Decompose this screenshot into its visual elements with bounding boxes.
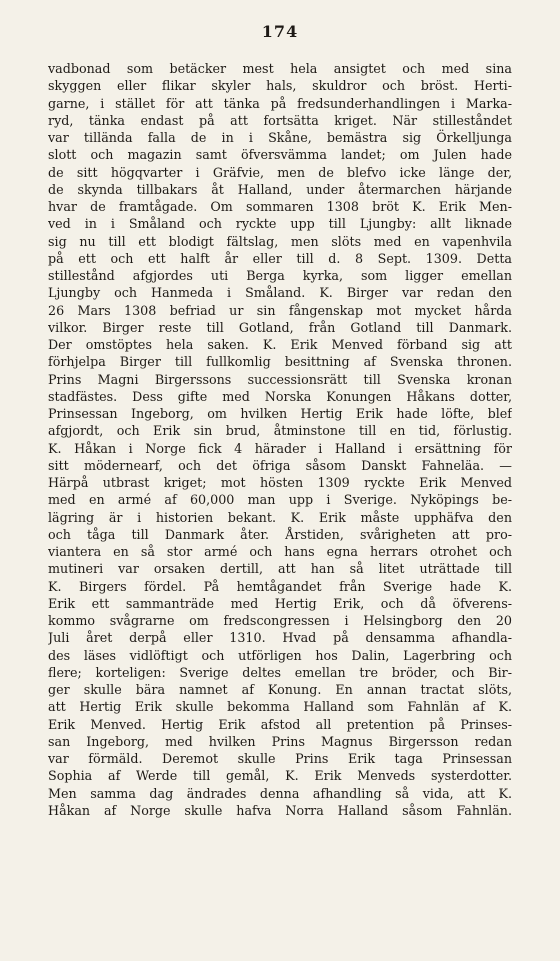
text-line: mutineri var orsaken dertill, att han så litet uträttade till xyxy=(48,561,512,577)
text-line: vadbonad som betäcker mest hela ansigtet och med sina xyxy=(48,61,512,76)
text-line: Prins Magni Birgerssons successionsrätt till Svenska kronan xyxy=(48,371,512,387)
text-line: och tåga till Danmark åter. Årstiden, svårigheten att pro- xyxy=(48,526,512,542)
text-line: Härpå utbrast kriget; mot hösten 1309 ryckte Erik Menved xyxy=(48,475,512,490)
text-line: K. Birgers fördel. På hemtågandet från Sverige hade K. xyxy=(48,578,512,594)
text-line: med en armé af 60,000 man upp i Sverige. Nyköpings be- xyxy=(48,492,512,508)
text-line: var tillända falla de in i Skåne, bemästra sig Örkelljunga xyxy=(48,130,512,145)
text-line: san Ingeborg, med hvilken Prins Magnus Birgersson redan xyxy=(48,733,512,749)
text-line: Der omstöptes hela saken. K. Erik Menved förband sig att xyxy=(48,337,512,352)
text-line: de skynda tillbakars åt Halland, under återmarchen härjande xyxy=(48,181,512,197)
text-line: ryd, tänka endast på att fortsätta kriget. När stilleståndet xyxy=(48,112,512,128)
text-line: att Hertig Erik skulle bekomma Halland som Fahnlän af K. xyxy=(48,699,512,715)
text-line: vilkor. Birger reste till Gotland, från Gotland till Danmark. xyxy=(48,319,512,335)
text-line: slott och magazin samt öfversvämma landet; om Julen hade xyxy=(48,147,512,163)
text-line: garne, i stället för att tänka på fredsunderhandlingen i Marka- xyxy=(48,95,512,111)
text-line: flere; korteligen: Sverige deltes emellan tre bröder, och Bir- xyxy=(48,664,512,680)
text-line: K. Håkan i Norge fick 4 härader i Halland i ersättning för xyxy=(48,440,512,456)
text-line: Sophia af Werde till gemål, K. Erik Menveds systerdotter. xyxy=(48,768,512,784)
text-line: hvar de framtågade. Om sommaren 1308 bröt K. Erik Men- xyxy=(48,199,512,214)
text-line: sitt mödernearf, och det öfriga såsom Danskt Fahneläa. — xyxy=(48,457,512,473)
page-number: 174 xyxy=(261,22,299,41)
text-line: var förmäld. Deremot skulle Prins Erik taga Prinsessan xyxy=(48,751,512,766)
text-line: på ett och ett halft år eller till d. 8 Sept. 1309. Detta xyxy=(48,250,512,266)
text-line: des läses vidlöftigt och utförligen hos Dalin, Lagerbring och xyxy=(48,647,512,663)
text-line: Håkan af Norge skulle hafva Norra Halland såsom Fahnlän. xyxy=(48,802,512,818)
text-line: de sitt högqvarter i Gräfvie, men de blefvo icke länge der, xyxy=(48,164,512,180)
text-line: 26 Mars 1308 befriad ur sin fångenskap mot mycket hårda xyxy=(48,302,512,318)
text-line: Erik Menved. Hertig Erik afstod all pretention på Prinses- xyxy=(48,716,512,732)
text-line: Ljungby och Hanmeda i Småland. K. Birger var redan den xyxy=(48,285,512,301)
text-line: förhjelpa Birger till fullkomlig besittning af Svenska thronen. xyxy=(48,354,512,370)
text-line: Juli året derpå eller 1310. Hvad på densamma afhandla- xyxy=(48,630,512,646)
text-line: ved in i Småland och ryckte upp till Ljungby: allt liknade xyxy=(48,216,512,232)
text-line: ger skulle bära namnet af Konung. En annan tractat slöts, xyxy=(48,682,512,697)
text-line: kommo svågrarne om fredscongressen i Helsingborg den 20 xyxy=(48,613,512,628)
text-line: stadfästes. Dess gifte med Norska Konungen Håkans dotter, xyxy=(48,388,512,404)
text-line: Prinsessan Ingeborg, om hvilken Hertig Erik hade löfte, blef xyxy=(48,406,512,421)
text-line: lägring är i historien bekant. K. Erik måste upphäfva den xyxy=(48,509,512,525)
text-line: viantera en så stor armé och hans egna herrars otrohet och xyxy=(48,544,512,559)
text-line: Men samma dag ändrades denna afhandling så vida, att K. xyxy=(48,785,512,801)
text-line: sig nu till ett blodigt fältslag, men slöts med en vapenhvila xyxy=(48,233,512,249)
text-line: afgjordt, och Erik sin brud, åtminstone till en tid, förlustig. xyxy=(48,423,512,439)
body-text xyxy=(48,60,512,819)
text-line: skyggen eller flikar skyler hals, skuldror och bröst. Herti- xyxy=(48,78,512,94)
text-line: Erik ett sammanträde med Hertig Erik, och då öfverens- xyxy=(48,595,512,611)
text-line: stillestånd afgjordes uti Berga kyrka, som ligger emellan xyxy=(48,268,512,283)
